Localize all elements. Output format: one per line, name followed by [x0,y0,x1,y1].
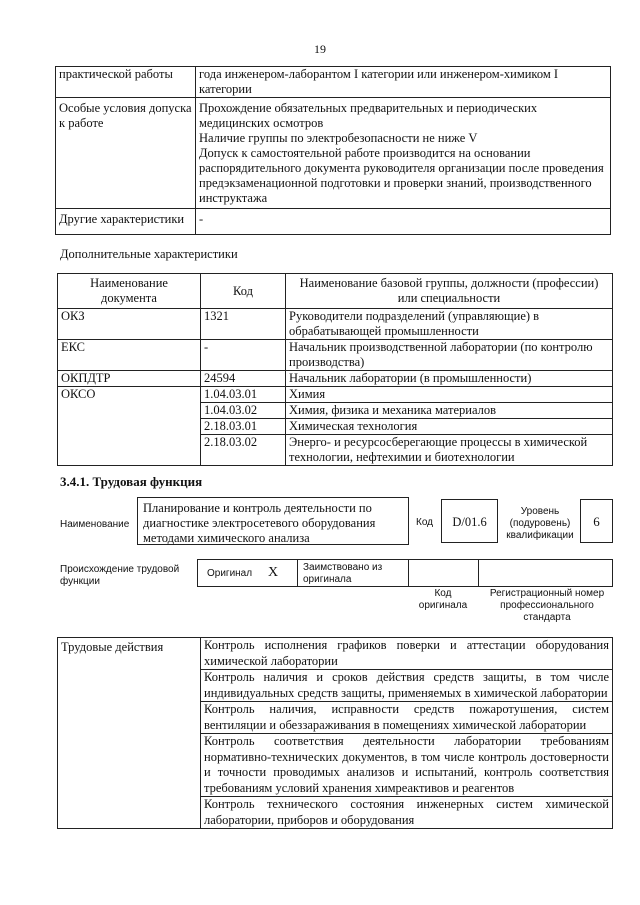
row-label: Другие характеристики [56,209,196,235]
action-item: Контроль наличия и сроков действия средств защиты, в том числе индивидуальных средств защиты, применяемых в химической лаборатории [201,670,613,702]
cell-doc: ЕКС [58,340,201,371]
qualification-table [55,66,611,235]
header-code: Код [201,274,286,309]
origin-row [197,559,612,587]
divider [612,559,613,587]
header-doc: Наименование документа [58,274,201,309]
cell-doc: ОКСО [58,387,201,466]
divider [297,559,298,587]
table-row [58,638,613,670]
action-item: Контроль технического состояния инженерных систем химической лаборатории, приборов и оборудования [201,797,613,829]
level-box: 6 [580,499,613,543]
row-text: категории [199,82,252,96]
cell-name: Энерго- и ресурсосберегающие процессы в химической технологии, нефтехимии и биотехнологии [286,435,613,466]
cell-code: 2.18.03.01 [201,419,286,435]
labor-actions-table [57,637,613,829]
table-header [58,274,613,309]
cell-code: 1321 [201,309,286,340]
function-heading: 3.4.1. Трудовая функция [60,474,203,489]
cell-doc: ОКЗ [58,309,201,340]
origin-label: Происхождение трудовой функции [60,564,180,587]
row-label: практической работы [56,67,196,98]
row-label: Особые условия допуска к работе [56,98,196,209]
table-row [58,387,613,403]
table-row [56,98,611,209]
cell-code: 2.18.03.02 [201,435,286,466]
borrowed-label: Заимствовано из оригинала [303,562,383,585]
cell-name: Руководители подразделений (управляющие) в обрабатывающей промышленности [286,309,613,340]
function-name-box: Планирование и контроль деятельности по диагностике электросетевого оборудования методами химического анализа [137,497,409,545]
action-item: Контроль наличия, исправности средств пожаротушения, систем вентиляции и обеззараживания в помещениях химической лаборатории [201,702,613,734]
table-row [58,340,613,371]
original-label: Оригинал [207,568,253,579]
divider [478,559,479,587]
cell-code: 1.04.03.01 [201,387,286,403]
divider [197,559,198,587]
row-text: - [196,209,611,235]
header-name: Наименование базовой группы, должности (профессии) или специальности [286,274,613,309]
cell-name: Начальник лаборатории (в промышленности) [286,371,613,387]
cell-name: Химия [286,387,613,403]
action-item: Контроль исполнения графиков поверки и аттестации оборудования химической лаборатории [201,638,613,670]
page-number: 19 [314,42,326,56]
cell-name: Химическая технология [286,419,613,435]
cell-name: Начальник производственной лаборатории (по контролю производства) [286,340,613,371]
code-label: Код [416,517,434,528]
table-row [56,209,611,235]
additional-table [57,273,613,466]
name-label: Наименование [60,519,130,530]
code-original-label: Код оригинала [418,588,468,611]
table-row [58,371,613,387]
cell-code: - [201,340,286,371]
table-row [56,67,611,98]
function-code-box: D/01.6 [441,499,498,543]
actions-label: Трудовые действия [58,638,201,829]
cell-code: 24594 [201,371,286,387]
row-text: года инженером-лаборантом I категории или инженером-химиком I [199,67,559,81]
level-label: Уровень (подуровень) квалификации [506,506,574,541]
divider [408,559,409,587]
original-mark: X [268,565,279,580]
row-text: Допуск к самостоятельной работе производится на основании распорядительного документа руководителя организации после проведения предэкзаменационной подготовки и проверки знаний, производственного инструктажа [199,146,604,205]
additional-title: Дополнительные характеристики [60,247,238,261]
reg-number-label: Регистрационный номер профессионального стандарта [489,588,605,623]
cell-name: Химия, физика и механика материалов [286,403,613,419]
cell-code: 1.04.03.02 [201,403,286,419]
row-text: Прохождение обязательных предварительных и периодических медицинских осмотров [199,101,538,130]
row-text: Наличие группы по электробезопасности не ниже V [199,131,478,145]
table-row [58,309,613,340]
action-item: Контроль соответствия деятельности лаборатории требованиям нормативно-технических документов, в том числе контроль достоверности и точности проводимых анализов и испытаний, контроль соответствия требованиям условий хранения химреактивов и реагентов [201,734,613,797]
cell-doc: ОКПДТР [58,371,201,387]
